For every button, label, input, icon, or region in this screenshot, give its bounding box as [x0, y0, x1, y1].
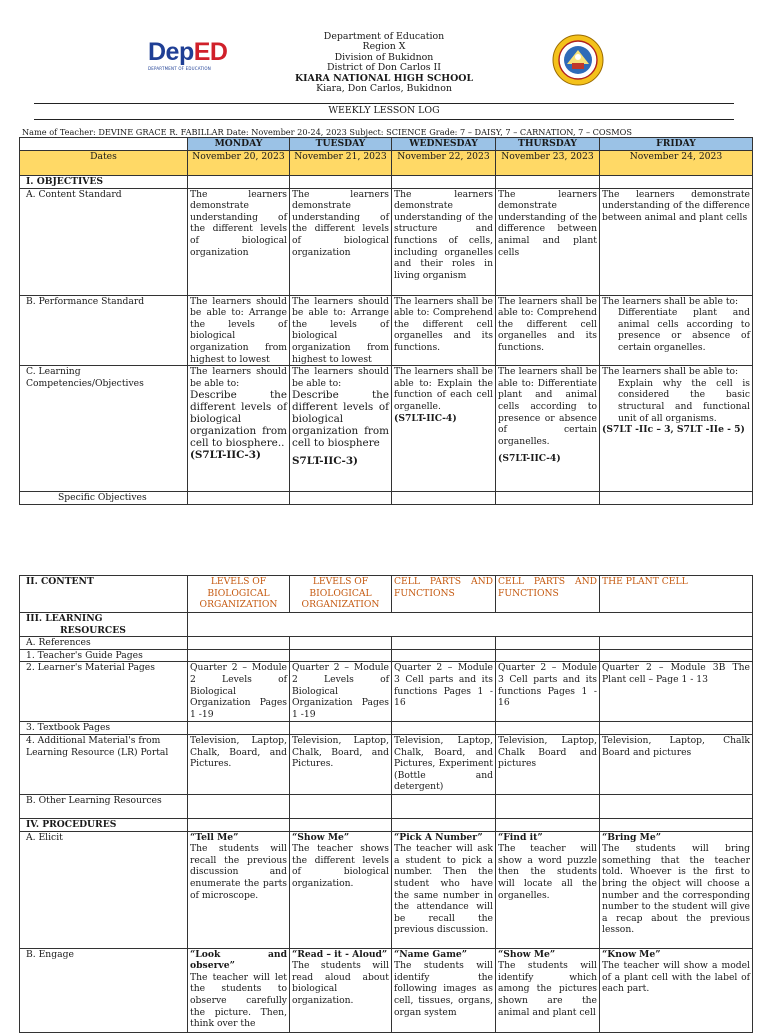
- content-cell: LEVELS OF BIOLOGICAL ORGANIZATION: [188, 576, 290, 613]
- content-standard-cell: The learners demonstrate understanding of the difference between animal and plant cells: [496, 188, 600, 295]
- performance-standard-cell: The learners shall be able to: Comprehend the different cell organelles and its functions.: [392, 295, 496, 366]
- activity-description: The teacher will show a word puzzle then the students will locate all the organelles.: [498, 843, 597, 901]
- learners-material-cell: Quarter 2 – Module 3B The Plant cell – Page 1 - 13: [600, 662, 753, 722]
- learning-resources-heading: [20, 613, 188, 637]
- additional-material-cell: Television, Laptop, Chalk Board and pictures: [600, 734, 753, 794]
- day-header: MONDAY: [188, 138, 290, 151]
- performance-standard-intro: The learners shall be able to:: [602, 295, 739, 307]
- date-cell: November 24, 2023: [600, 151, 753, 176]
- header-line: District of Don Carlos II: [327, 62, 441, 74]
- activity-description: The students will read aloud about biological organization.: [292, 960, 389, 1006]
- content-standard-cell: The learners demonstrate understanding of the different levels of biological organization: [290, 188, 392, 295]
- competency-body: Explain why the cell is considered the basic structural and functional unit of all organisms.: [618, 377, 750, 424]
- activity-description: The teacher will let the students to observe carefully the picture. Then, think over the: [190, 971, 287, 1030]
- activity-title: “Show Me”: [292, 831, 350, 843]
- header-line: Region X: [362, 41, 406, 53]
- competencies-cell: [600, 366, 753, 492]
- content-label: II. CONTENT: [20, 576, 188, 613]
- content-cell: LEVELS OF BIOLOGICAL ORGANIZATION: [290, 576, 392, 613]
- elicit-cell: [290, 831, 392, 948]
- performance-standard-cell: The learners should be able to: Arrange the levels of biological organization from highest to lowest: [188, 295, 290, 366]
- content-cell: CELL PARTS AND FUNCTIONS: [496, 576, 600, 613]
- activity-description: The students will identify which among the pictures shown are the animal and plant cell: [498, 960, 597, 1018]
- activity-title: “Read – it - Aloud”: [292, 948, 388, 960]
- competencies-cell: [188, 366, 290, 492]
- dates-label: Dates: [20, 151, 188, 176]
- activity-title: “Look and observe”: [190, 948, 287, 972]
- activity-description: The students will identify the following images as cell, tissues, organs, organ system: [394, 960, 493, 1018]
- activity-description: The teacher shows the different levels of biological organization.: [292, 843, 389, 889]
- additional-material-label: 4. Additional Material's from Learning Resource (LR) Portal: [20, 734, 188, 794]
- elicit-cell: [600, 831, 753, 948]
- learners-material-cell: Quarter 2 – Module 2 Levels of Biological Organization Pages 1 -19: [290, 662, 392, 722]
- objectives-table: [19, 137, 753, 505]
- day-header: WEDNESDAY: [392, 138, 496, 151]
- school-address: Kiara, Don Carlos, Bukidnon: [316, 83, 452, 95]
- resources-heading-line: III. LEARNING: [26, 613, 103, 624]
- competency-code: S7LT-IIC-3): [292, 455, 358, 468]
- procedures-table: [19, 575, 753, 1033]
- elicit-label: A. Elicit: [20, 831, 188, 948]
- teacher-info-line: Name of Teacher: DEVINE GRACE R. FABILLAR Date: November 20-24, 2023 Subject: SCIENCE Grade: 7 – DAISY, 7 – CARNATION, 7 – COSMOS: [22, 127, 632, 137]
- competencies-cell: [290, 366, 392, 492]
- competency-code: (S7LT-IIC-4): [394, 412, 457, 424]
- activity-title: “Know Me”: [602, 948, 661, 960]
- content-standard-cell: The learners demonstrate understanding of the structure and functions of cells, including organelles and their roles in living organism: [392, 188, 496, 295]
- document-title: WEEKLY LESSON LOG: [328, 105, 440, 116]
- performance-standard-cell: [600, 295, 753, 366]
- engage-cell: [188, 948, 290, 1032]
- references-label: A. References: [20, 637, 188, 650]
- performance-standard-cell: The learners shall be able to: Comprehend the different cell organelles and its functions.: [496, 295, 600, 366]
- competencies-cell: [392, 366, 496, 492]
- teachers-guide-label: 1. Teacher's Guide Pages: [20, 649, 188, 662]
- activity-title: “Name Game”: [394, 948, 468, 960]
- competency-code: (S7LT-IIC-3): [190, 449, 261, 462]
- date-cell: November 21, 2023: [290, 151, 392, 176]
- date-cell: November 23, 2023: [496, 151, 600, 176]
- engage-cell: [290, 948, 392, 1032]
- deped-logo: DepED DEPARTMENT OF EDUCATION: [148, 38, 228, 71]
- performance-standard-item: Differentiate plant and animal cells according to presence or absence of certain organelles.: [618, 307, 750, 353]
- procedures-heading: IV. PROCEDURES: [20, 818, 188, 831]
- learners-material-cell: Quarter 2 – Module 2 Levels of Biological Organization Pages 1 -19: [188, 662, 290, 722]
- competencies-label: C. Learning Competencies/Objectives: [20, 366, 188, 492]
- header-rule: [34, 103, 734, 104]
- additional-material-cell: Television, Laptop, Chalk Board and pictures: [496, 734, 600, 794]
- activity-title: “Find it”: [498, 831, 543, 843]
- objectives-heading: I. OBJECTIVES: [20, 176, 188, 189]
- resources-heading-line: RESOURCES: [60, 624, 126, 636]
- header-block: [200, 32, 568, 94]
- competency-intro: The learners should be able to:: [292, 366, 389, 389]
- activity-description: The teacher will ask a student to pick a number. Then the student who have the same number in the attendance will be recall the previous discussion.: [394, 843, 493, 936]
- additional-material-cell: Television, Laptop, Chalk, Board, and Pictures.: [188, 734, 290, 794]
- school-name: KIARA NATIONAL HIGH SCHOOL: [294, 72, 474, 84]
- activity-title: “Tell Me”: [190, 831, 239, 843]
- activity-description: The students will recall the previous discussion and enumerate the parts of microscope.: [190, 843, 287, 901]
- competency-body: The learners shall be able to: Explain the function of each cell organelle.: [394, 366, 493, 412]
- competency-code: (S7LT-IIC-4): [498, 453, 561, 465]
- learners-material-label: 2. Learner's Material Pages: [20, 662, 188, 722]
- activity-title: “Bring Me”: [602, 831, 661, 843]
- header-line: Division of Bukidnon: [334, 51, 434, 63]
- elicit-cell: [496, 831, 600, 948]
- activity-description: The teacher will show a model of a plant cell with the label of each part.: [602, 960, 750, 995]
- competency-code: (S7LT -IIc – 3, S7LT -IIe - 5): [602, 424, 745, 436]
- activity-title: “Show Me”: [498, 948, 556, 960]
- competency-intro: The learners shall be able to:: [602, 366, 739, 378]
- engage-cell: [392, 948, 496, 1032]
- specific-objectives-label: Specific Objectives: [20, 492, 188, 505]
- competencies-cell: [496, 366, 600, 492]
- other-resources-label: B. Other Learning Resources: [20, 794, 188, 818]
- header-rule: [34, 119, 734, 120]
- learners-material-cell: Quarter 2 – Module 3 Cell parts and its functions Pages 1 - 16: [496, 662, 600, 722]
- performance-standard-cell: The learners should be able to: Arrange the levels of biological organization from highest to lowest: [290, 295, 392, 366]
- performance-standard-label: B. Performance Standard: [20, 295, 188, 366]
- day-header: TUESDAY: [290, 138, 392, 151]
- competency-body: The learners shall be able to: Differentiate plant and animal cells according to presence or absence of certain organelles.: [498, 366, 597, 447]
- competency-intro: The learners should be able to:: [190, 366, 287, 389]
- competency-body: Describe the different levels of biological organization from cell to biosphere: [292, 389, 389, 450]
- activity-description: The students will bring something that the teacher told. Whoever is the first to bring the object will choose a number and the corresponding number to the student will give a recap about the previous lesson.: [602, 843, 750, 936]
- header-line: Department of Education: [323, 31, 445, 42]
- engage-cell: [600, 948, 753, 1032]
- competency-body: Describe the different levels of biological organization from cell to biosphere..: [190, 389, 287, 450]
- content-standard-cell: The learners demonstrate understanding of the different levels of biological organization: [188, 188, 290, 295]
- elicit-cell: [188, 831, 290, 948]
- textbook-label: 3. Textbook Pages: [20, 722, 188, 735]
- date-cell: November 22, 2023: [392, 151, 496, 176]
- engage-cell: [496, 948, 600, 1032]
- engage-label: B. Engage: [20, 948, 188, 1032]
- elicit-cell: [392, 831, 496, 948]
- additional-material-cell: Television, Laptop, Chalk, Board, and Pictures.: [290, 734, 392, 794]
- additional-material-cell: Television, Laptop, Chalk, Board, and Pictures, Experiment (Bottle and detergent): [392, 734, 496, 794]
- content-cell: CELL PARTS AND FUNCTIONS: [392, 576, 496, 613]
- date-cell: November 20, 2023: [188, 151, 290, 176]
- content-standard-cell: The learners demonstrate understanding of the difference between animal and plant cells: [600, 188, 753, 295]
- day-header: FRIDAY: [600, 138, 753, 151]
- activity-title: “Pick A Number”: [394, 831, 483, 843]
- content-cell: THE PLANT CELL: [600, 576, 753, 613]
- learners-material-cell: Quarter 2 – Module 3 Cell parts and its functions Pages 1 - 16: [392, 662, 496, 722]
- content-standard-label: A. Content Standard: [20, 188, 188, 295]
- day-header: THURSDAY: [496, 138, 600, 151]
